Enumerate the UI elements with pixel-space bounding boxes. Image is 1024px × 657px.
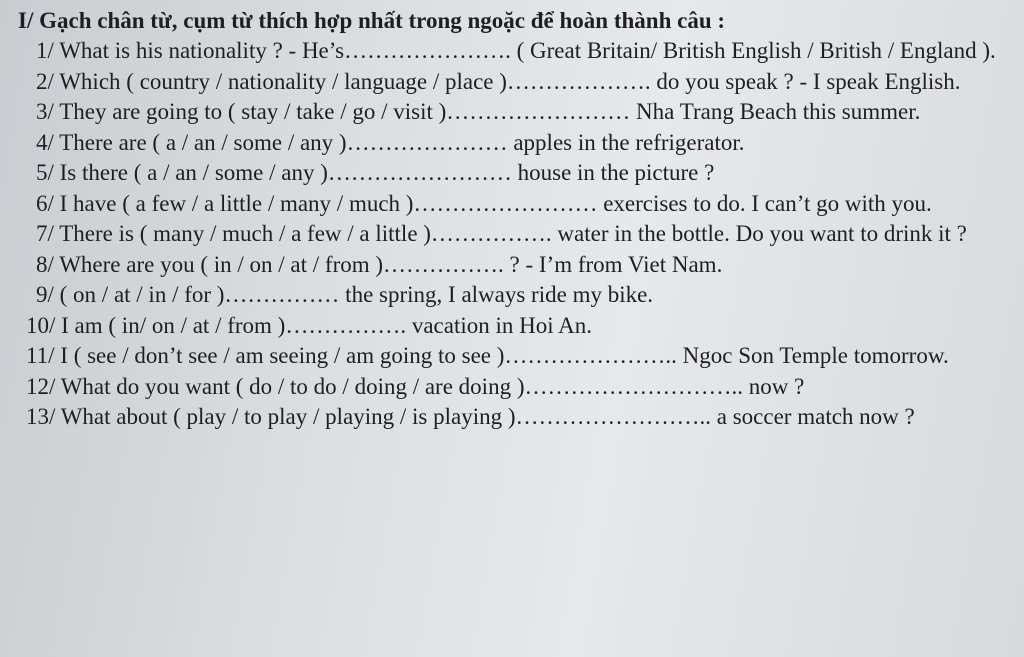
question-11: 11/ I ( see / don’t see / am seeing / am going to see )………………….. Ngoc Son Temple tomorrow.: [26, 343, 949, 368]
question-10: 10/ I am ( in/ on / at / from )……………. vacation in Hoi An.: [26, 312, 592, 338]
question-9: 9/ ( on / at / in / for )…………… the spring, I always ride my bike.: [36, 282, 654, 307]
question-4: 4/ There are ( a / an / some / any )………………… apples in the refrigerator.: [36, 129, 745, 155]
exercise-heading: I/ Gạch chân từ, cụm từ thích hợp nhất trong ngoặc để hoàn thành câu :: [18, 8, 726, 33]
question-13: 13/ What about ( play / to play / playing / is playing )…………………….. a soccer match now ?: [26, 404, 915, 429]
question-1: 1/ What is his nationality ? - He’s…………………. ( Great Britain/ British English / British / England ).: [36, 38, 996, 63]
question-7: 7/ There is ( many / much / a few / a little )……………. water in the bottle. Do you want to drink it ?: [36, 221, 967, 246]
question-8: 8/ Where are you ( in / on / at / from )……………. ? - I’m from Viet Nam.: [36, 251, 723, 277]
question-6: 6/ I have ( a few / a little / many / much )…………………… exercises to do. I can’t go with you.: [36, 190, 932, 216]
question-5: 5/ Is there ( a / an / some / any )…………………… house in the picture ?: [36, 160, 715, 185]
question-3: 3/ They are going to ( stay / take / go / visit )…………………… Nha Trang Beach this summer.: [36, 99, 921, 124]
question-12: 12/ What do you want ( do / to do / doing / are doing )……………………….. now ?: [26, 373, 805, 399]
question-2: 2/ Which ( country / nationality / language / place )………………. do you speak ? - I speak English.: [36, 68, 961, 94]
